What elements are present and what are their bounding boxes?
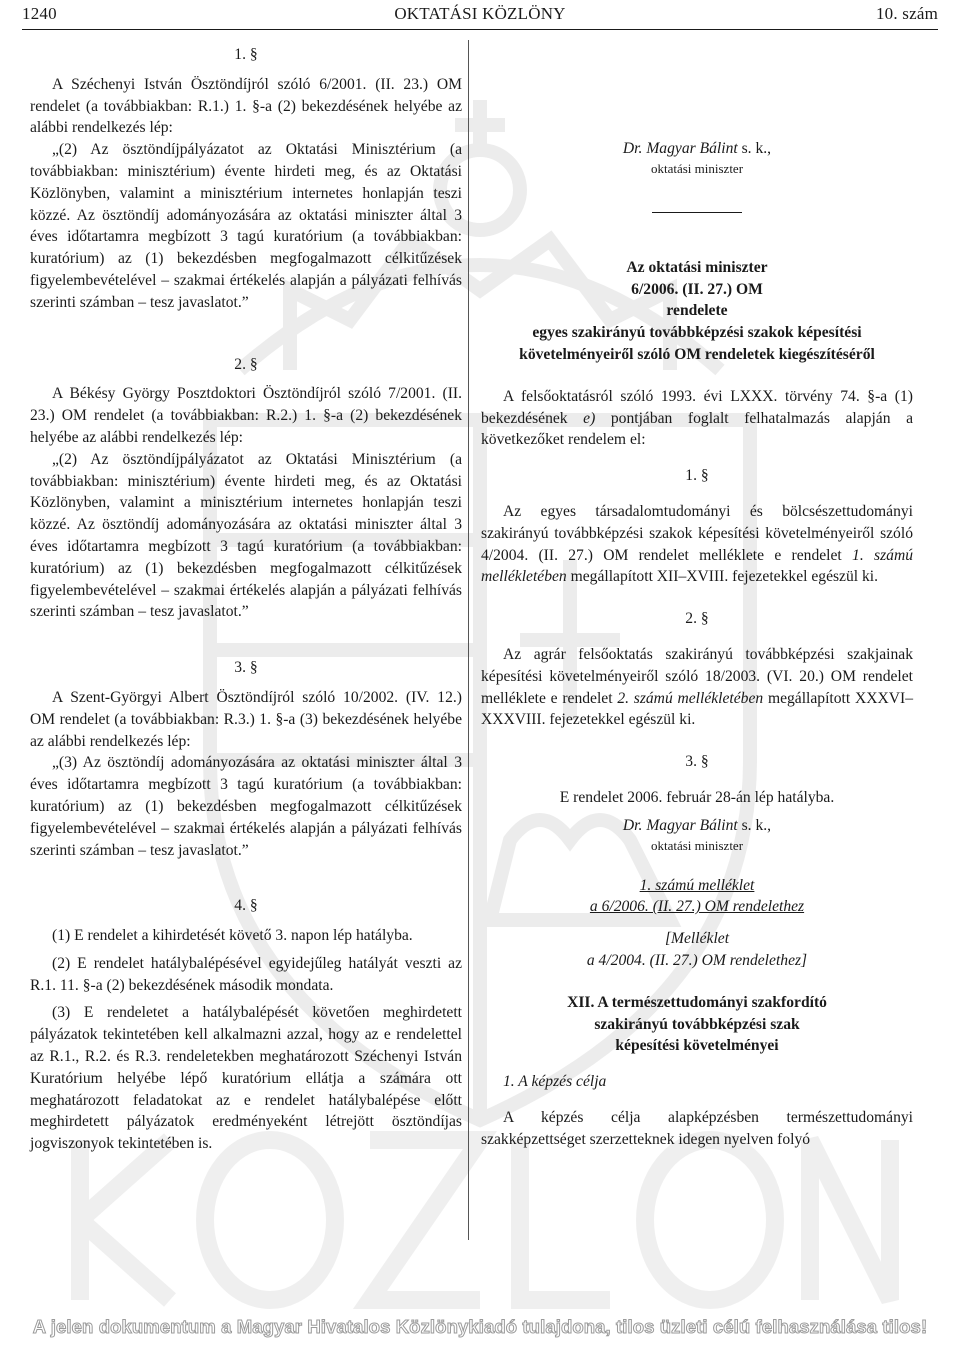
publication-title: OKTATÁSI KÖZLÖNY [394,4,566,23]
page-number: 1240 [22,4,57,23]
paragraph: E rendelet 2006. február 28-án lép hatályba. [559,788,835,806]
section-heading: 1. § [685,467,709,485]
section-heading: 2. § [234,355,258,373]
header-rule [22,29,938,30]
section-heading: 2. § [685,610,709,628]
decree-title-line: rendelete [666,302,728,320]
decree-title-line: egyes szakirányú továbbképzési szakok képesítési [532,324,862,342]
annex-title: a 6/2006. (II. 27.) OM rendelethez [589,898,805,916]
decree-title-line: követelményeiről szóló OM rendeletek kiegészítéséről [519,345,875,363]
preamble: A felsőoktatásról szóló 1993. évi LXXX. törvény 74. §-a (1) bekezdésének e) pontjában foglalt felhatalmazás alapján a következőket rendelem el: [481,387,913,449]
section-heading: 1. § [234,46,258,63]
paragraph: A Széchenyi István Ösztöndíjról szóló 6/2001. (II. 23.) OM rendelet (a továbbiakban: R.1.) 1. §-a (2) bekezdésének helyébe az alábbi rendelkezés lép: [30,75,462,137]
annex-reference: [Melléklet [664,930,730,948]
decree-title-line: Az oktatási miniszter [626,258,768,276]
paragraph: (2) E rendelet hatálybalépésével egyidejűleg hatályát veszti az R.1. 11. §-a (2) bekezdésének második mondata. [30,954,462,994]
signatory-suffix: s. k., [737,140,772,157]
paragraph: A képzés célja alapképzésben természettudományi szakképzettséget szerzetteknek idegen nyelven folyó [481,1108,913,1148]
chapter-title: képesítési követelményei [615,1037,779,1055]
signature-block [481,138,913,160]
signatory-name: Dr. Magyar Bálint [622,140,738,157]
paragraph: A Szent-Györgyi Albert Ösztöndíjról szóló 10/2002. (IV. 12.) OM rendelet (a továbbiakban: R.3.) 1. §-a (3) bekezdésének helyébe az alábbi rendelkezés lép: [30,688,462,750]
paragraph: Az agrár felsőoktatás szakirányú továbbképzési szakjainak képesítési követelményeiről szóló 18/2003. (VI. 20.) OM rendelet melléklete e rendelet 2. számú mellékletében megállapított XXXVI–XXXVIII. fejezetekkel egészül ki. [481,645,913,729]
paragraph: (1) E rendelet a kihirdetését követő 3. napon lép hatályba. [52,927,413,945]
decree-title-line: 6/2006. (II. 27.) OM [631,280,763,298]
annex-title: 1. számú melléklet [639,876,755,894]
subsection-heading: 1. A képzés célja [503,1073,607,1091]
annex-reference: a 4/2004. (II. 27.) OM rendelethez] [586,951,808,969]
page-header [22,4,938,26]
left-column [30,44,462,1155]
section-heading: 3. § [234,659,258,677]
column-divider [468,40,469,1240]
issue-number: 10. szám [875,4,938,23]
signatory-name: Dr. Magyar Bálint [622,816,738,834]
right-column [481,44,913,1151]
paragraph: Az egyes társadalomtudományi és bölcsészettudományi szakirányú továbbképzési szakok képesítési követelményeiről szóló 4/2004. (II. 27.) OM rendelet melléklete e rendelet 1. számú mellékletében megállapított XII–XVIII. fejezetekkel egészül ki. [481,502,913,586]
section-heading: 4. § [234,897,258,915]
copyright-notice: A jelen dokumentum a Magyar Hivatalos Közlönykiadó tulajdona, tilos üzleti célú felhasználása tilos! [32,1316,928,1337]
chapter-title: XII. A természettudományi szakfordító [567,993,827,1011]
paragraph: „(2) Az ösztöndíjpályázatot az Oktatási Minisztérium (a továbbiakban: minisztérium) évente hirdeti meg, és az Oktatási Közlönyben, valamint a minisztérium internetes honlapján teszi közzé. Az ösztöndíj adományozására az oktatási miniszter által 3 éves időtartamra megbízott 3 tagú kuratórium (a továbbiakban: kuratórium) az (1) bekezdésben megfogalmazott célkitűzések figyelembevételével – szakmai értékelés alapján a pályázati felhívás szerinti számban – tesz javaslatot.” [30,141,462,311]
signatory-role: oktatási miniszter [650,837,744,853]
paragraph: (3) E rendeletet a hatálybalépését követően meghirdetett pályázatok tekintetében kell alkalmazni azzal, hogy az e rendelettel az R.1., R.2. és R.3. rendeletekben meghatározott Széchenyi István Kuratórium helyébe lépő kuratórium ellátja a számára ott meghatározott feladatokat az e rendelet hatálybalépése előtt meghirdetett pályázatok eredményeként létrejött ösztöndíjas jogviszonyok tekintetében is. [30,1004,462,1153]
signatory-suffix: s. k., [737,816,772,834]
paragraph: „(3) Az ösztöndíj adományozására az oktatási miniszter által 3 éves időtartamra megbízott 3 tagú kuratórium (a továbbiakban: kuratórium) az (1) bekezdésben megfogalmazott célkitűzések figyelembevételével – szakmai értékelés alapján a pályázati felhívás szerinti számban – tesz javaslatot.” [30,754,462,859]
signatory-role: oktatási miniszter [650,160,744,176]
section-heading: 3. § [685,753,709,771]
paragraph: A Békésy György Posztdoktori Ösztöndíjról szóló 7/2001. (II. 23.) OM rendelet (a továbbiakban: R.2.) 1. §-a (2) bekezdésének helyébe az alábbi rendelkezés lép: [30,385,462,446]
chapter-title: szakirányú továbbképzési szak [594,1015,800,1033]
paragraph: „(2) Az ösztöndíjpályázatot az Oktatási Minisztérium (a továbbiakban: minisztérium) évente hirdeti meg, és az Oktatási Közlönyben, valamint a minisztérium internetes honlapján teszi közzé. Az ösztöndíj adományozására az oktatási miniszter által 3 éves időtartamra megbízott 3 tagú kuratórium (a továbbiakban: kuratórium) az (1) bekezdésben megfogalmazott célkitűzések figyelembevételével – szakmai értékelés alapján a pályázati felhívás szerinti számban – tesz javaslatot.” [30,450,462,621]
signature-block [481,815,913,837]
